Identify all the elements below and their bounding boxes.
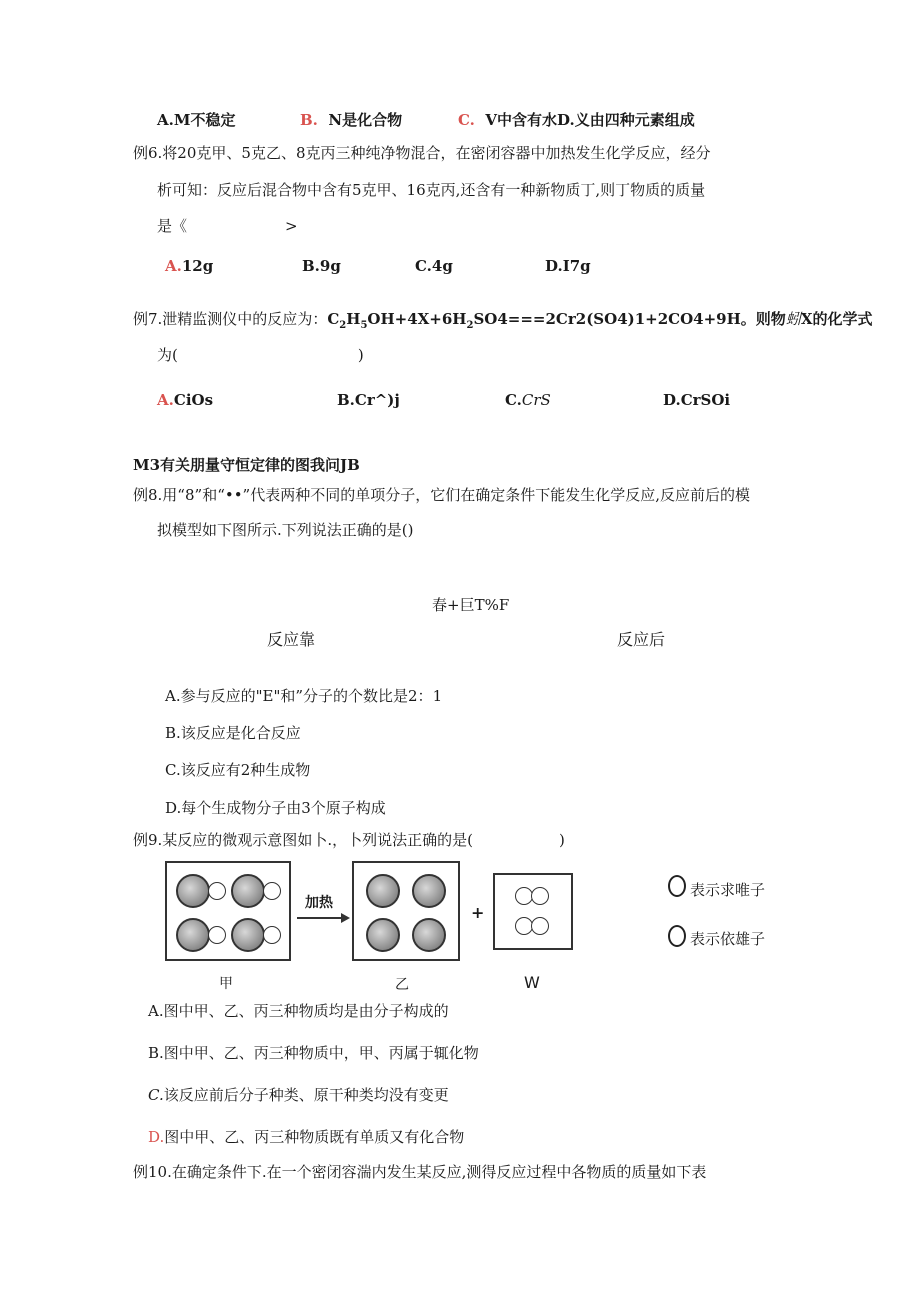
q5-option-b: B. N是化合物 bbox=[300, 111, 403, 129]
section-title: M3有关朋量守恒定律的图我问JB bbox=[133, 456, 360, 474]
q9-label-yi: 乙 bbox=[395, 977, 409, 993]
q7-option-d: D.CrSOi bbox=[663, 391, 731, 409]
q9-label-jia: 甲 bbox=[219, 976, 233, 992]
q6-line3: 是《 > bbox=[157, 217, 298, 235]
q9-arrow-label: 加热 bbox=[305, 895, 333, 911]
q9-option-b: B.图中甲、乙、丙三种物质中，甲、丙属于辄化物 bbox=[148, 1044, 479, 1062]
q8-line2: 拟模型如下图所示.下列说法正确的是() bbox=[157, 521, 414, 539]
small-atom bbox=[531, 887, 549, 905]
small-atom bbox=[263, 926, 281, 944]
q9-line1: 例9.某反应的微观示意图如卜.，卜列说法正确的是( ) bbox=[133, 831, 565, 849]
q8-label-after: 反应后 bbox=[617, 630, 666, 649]
large-atom bbox=[366, 874, 400, 908]
q9-box-bing bbox=[493, 873, 573, 950]
q8-option-c: C.该反应有2种生成物 bbox=[165, 761, 311, 779]
q6-option-c: C.4g bbox=[415, 257, 453, 275]
q8-label-before: 反应靠 bbox=[267, 630, 316, 649]
q10-line1: 例10.在确定条件下.在一个密闭容湍内发生某反应,测得反应过程中各物质的质量如下表 bbox=[133, 1163, 707, 1181]
q7-line1: 例7.泄精监测仪中的反应为：$C_2H_5OH+4X+6H_2SO4===2Cr2(SO4)1+2CO4+9H$。则物蚓X的化学式 bbox=[133, 310, 873, 331]
large-atom bbox=[176, 874, 210, 908]
q9-option-c: C.该反应前后分子种类、原干种类均没有变更 bbox=[148, 1086, 449, 1104]
q8-option-b: B.该反应是化合反应 bbox=[165, 724, 301, 742]
q8-option-a: A.参与反应的"E"和”分子的个数比是2：1 bbox=[165, 687, 443, 705]
legend-circle-icon bbox=[668, 925, 686, 947]
q6-line2: 析可知：反应后混合物中含有5克甲、16克丙,还含有一种新物质丁,则丁物质的质量 bbox=[157, 181, 706, 199]
q7-option-a: A.CiOs bbox=[157, 391, 214, 409]
large-atom bbox=[231, 918, 265, 952]
q9-box-yi bbox=[352, 861, 460, 961]
q7-option-b: B.Cr^)j bbox=[337, 391, 400, 409]
q5-option-c: C. V中含有水D.义由四种元素组成 bbox=[458, 111, 695, 129]
large-atom bbox=[366, 918, 400, 952]
q9-legend-1: 表示求唯子 bbox=[690, 881, 766, 899]
q7-line2: 为( ) bbox=[157, 346, 364, 364]
q9-legend-2: 表示依雄子 bbox=[690, 930, 766, 948]
q9-label-w: W bbox=[524, 973, 540, 992]
large-atom bbox=[231, 874, 265, 908]
q8-figure-text: 春+巨T%F bbox=[432, 596, 510, 614]
q9-arrow-icon bbox=[295, 912, 351, 924]
large-atom bbox=[412, 918, 446, 952]
q6-option-d: D.I7g bbox=[545, 257, 591, 275]
q9-option-a: A.图中甲、乙、丙三种物质均是由分子构成的 bbox=[148, 1002, 449, 1020]
q8-option-d: D.每个生成物分子由3个原子构成 bbox=[165, 799, 386, 817]
large-atom bbox=[412, 874, 446, 908]
small-atom bbox=[208, 882, 226, 900]
q9-option-d: D.图中甲、乙、丙三种物质既有单质又有化合物 bbox=[148, 1128, 465, 1146]
small-atom bbox=[263, 882, 281, 900]
large-atom bbox=[176, 918, 210, 952]
q5-option-a: A.M不稳定 bbox=[157, 111, 236, 129]
legend-circle-icon bbox=[668, 875, 686, 897]
q8-line1: 例8.用“8”和“••”代表两种不同的单项分子，它们在确定条件下能发生化学反应,反应前后的模 bbox=[133, 486, 750, 504]
small-atom bbox=[531, 917, 549, 935]
q7-option-c: C.CrS bbox=[505, 391, 551, 409]
small-atom bbox=[208, 926, 226, 944]
q6-line1: 例6.将20克甲、5克乙、8克丙三种纯净物混合，在密闭容器中加热发生化学反应，经分 bbox=[133, 144, 711, 162]
q9-box-jia bbox=[165, 861, 291, 961]
q6-option-b: B.9g bbox=[302, 257, 341, 275]
q6-option-a: A.12g bbox=[165, 257, 214, 275]
q9-plus: + bbox=[471, 903, 485, 922]
